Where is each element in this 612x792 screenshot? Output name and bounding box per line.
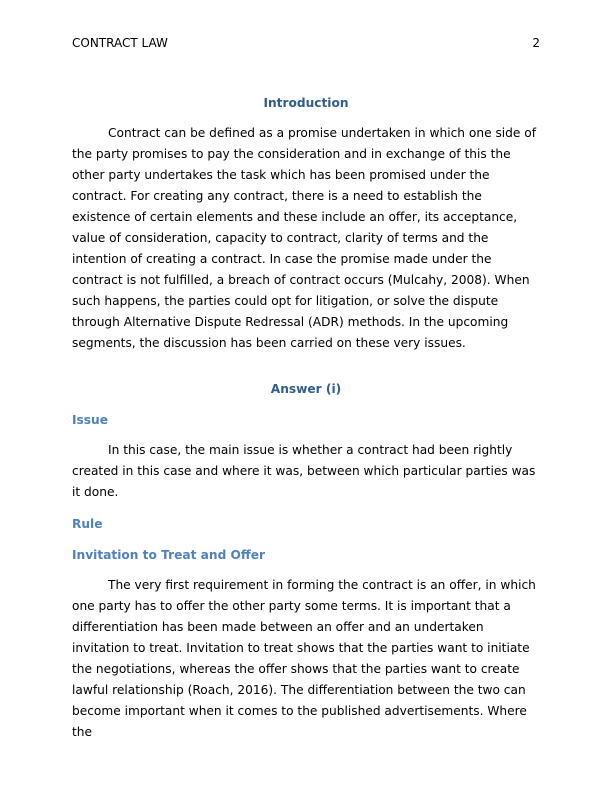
rule-paragraph: The very first requirement in forming the contract is an offer, in which one party has to offer the other party some terms. It is important that a differentiation has been made between an offer and an undertaken invitation to treat. Invitation to treat shows that the parties want to initiate the negotiations, whereas the offer shows that the parties want to create lawful relationship (Roach, 2016). The differentiation between the two can become important when it comes to the published advertisements. Where the <box>72 578 536 739</box>
answer-i-heading: Answer (i) <box>270 382 342 396</box>
introduction-heading: Introduction <box>263 96 349 110</box>
issue-heading: Issue <box>72 413 108 427</box>
introduction-paragraph: Contract can be defined as a promise undertaken in which one side of the party promises to pay the consideration and in exchange of this the other party undertakes the task which has been promised under the contract. For creating any contract, there is a need to establish the existence of certain elements and these include an offer, its acceptance, value of consideration, capacity to contract, clarity of terms and the intention of creating a contract. In case the promise made under the contract is not fulfilled, a breach of contract occurs (Mulcahy, 2008). When such happens, the parties could opt for litigation, or solve the dispute through Alternative Dispute Redressal (ADR) methods. In the upcoming segments, the discussion has been carried on these very issues. <box>72 126 537 350</box>
page-number: 2 <box>532 36 540 50</box>
issue-paragraph: In this case, the main issue is whether a contract had been rightly created in this case and where it was, between which particular parties was it done. <box>72 443 536 499</box>
invitation-to-treat-heading: Invitation to Treat and Offer <box>72 548 266 562</box>
rule-heading: Rule <box>72 517 103 531</box>
running-head: CONTRACT LAW <box>72 36 168 50</box>
